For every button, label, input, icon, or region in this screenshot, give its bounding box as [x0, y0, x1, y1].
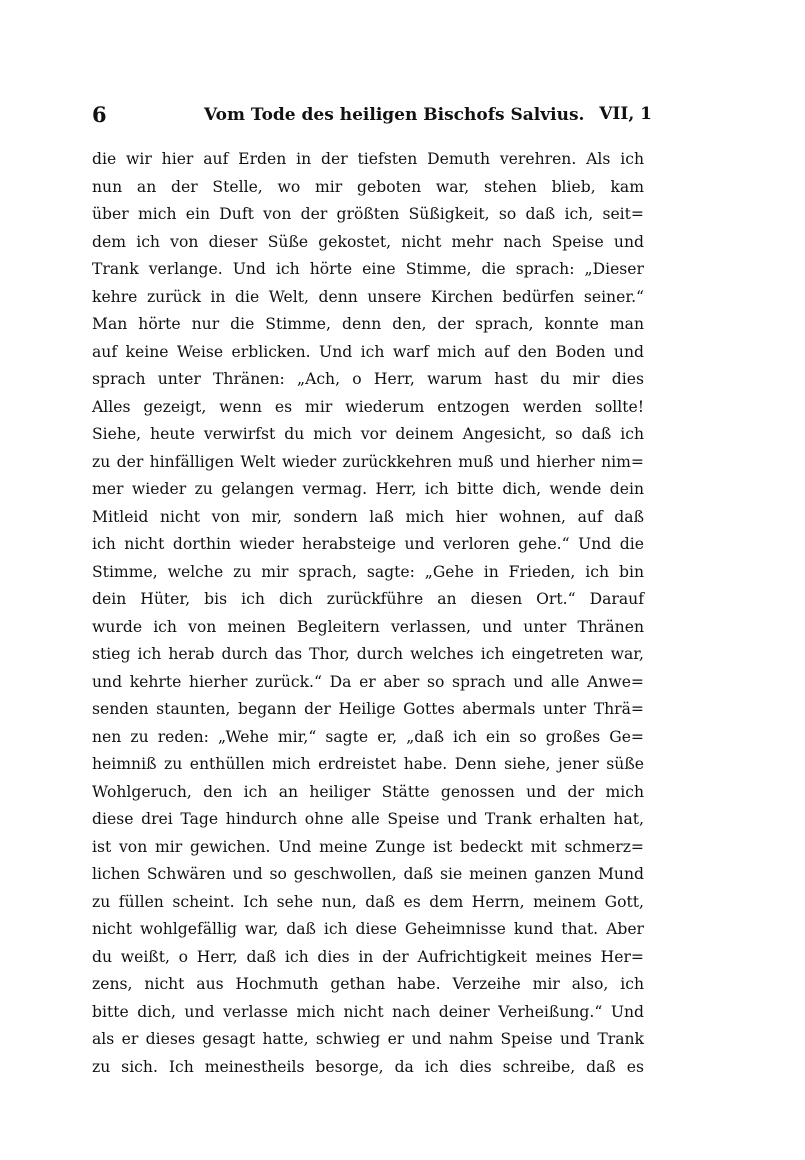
text-line: stieg ich herab durch das Thor, durch welches ich eingetreten war, [92, 645, 644, 663]
text-line: mer wieder zu gelangen vermag. Herr, ich bitte dich, wende dein [92, 480, 644, 498]
text-line: und kehrte hierher zurück.“ Da er aber so sprach und alle Anwe= [92, 672, 644, 691]
text-line: Wohlgeruch, den ich an heiliger Stätte genossen und der mich [92, 782, 644, 801]
text-line: heimniß zu enthüllen mich erdreistet habe. Denn siehe, jener süße [92, 755, 644, 773]
text-line: du weißt, o Herr, daß ich dies in der Aufrichtigkeit meines Her= [92, 947, 644, 966]
text-line: Mitleid nicht von mir, sondern laß mich hier wohnen, auf daß [92, 507, 644, 526]
text-line: auf keine Weise erblicken. Und ich warf mich auf den Boden und [92, 342, 644, 361]
text-line: zu füllen scheint. Ich sehe nun, daß es dem Herrn, meinem Gott, [92, 892, 644, 911]
text-line: diese drei Tage hindurch ohne alle Speise und Trank erhalten hat, [92, 810, 644, 828]
text-line: die wir hier auf Erden in der tiefsten Demuth verehren. Als ich [92, 150, 644, 168]
text-line: als er dieses gesagt hatte, schwieg er und nahm Speise und Trank [92, 1030, 644, 1048]
text-line: Siehe, heute verwirfst du mich vor deinem Angesicht, so daß ich [92, 425, 644, 443]
text-line: kehre zurück in die Welt, denn unsere Kirchen bedürfen seiner.“ [92, 287, 644, 306]
chapter-reference: VII, 1 [599, 104, 652, 124]
text-line: dein Hüter, bis ich dich zurückführe an diesen Ort.“ Darauf [92, 590, 644, 608]
text-line: ich nicht dorthin wieder herabsteige und verloren gehe.“ Und die [92, 535, 644, 553]
text-line: ist von mir gewichen. Und meine Zunge ist bedeckt mit schmerz= [92, 837, 644, 856]
text-line: nun an der Stelle, wo mir geboten war, stehen blieb, kam [92, 177, 644, 196]
text-line: Trank verlange. Und ich hörte eine Stimme, die sprach: „Dieser [92, 260, 644, 278]
text-line: sprach unter Thränen: „Ach, o Herr, warum hast du mir dies [92, 370, 644, 388]
body-text [92, 146, 644, 1081]
text-line: zu sich. Ich meinestheils besorge, da ich dies schreibe, daß es [92, 1057, 644, 1076]
page-header [92, 102, 652, 128]
text-line: Stimme, welche zu mir sprach, sagte: „Gehe in Frieden, ich bin [92, 562, 644, 581]
text-line: über mich ein Duft von der größten Süßigkeit, so daß ich, seit= [92, 205, 644, 223]
text-line: wurde ich von meinen Begleitern verlassen, und unter Thränen [92, 617, 644, 636]
text-line: senden staunten, begann der Heilige Gottes abermals unter Thrä= [92, 700, 644, 718]
text-line: dem ich von dieser Süße gekostet, nicht mehr nach Speise und [92, 232, 644, 251]
text-line: bitte dich, und verlasse mich nicht nach deiner Verheißung.“ Und [92, 1002, 644, 1021]
text-line: zens, nicht aus Hochmuth gethan habe. Verzeihe mir also, ich [92, 975, 644, 993]
text-line: Man hörte nur die Stimme, denn den, der sprach, konnte man [92, 315, 644, 333]
text-line: Alles gezeigt, wenn es mir wiederum entzogen werden sollte! [92, 397, 644, 416]
text-line: zu der hinfälligen Welt wieder zurückkehren muß und hierher nim= [92, 452, 644, 471]
page-number: 6 [92, 102, 107, 127]
text-line: nen zu reden: „Wehe mir,“ sagte er, „daß ich ein so großes Ge= [92, 727, 644, 746]
running-title: Vom Tode des heiligen Bischofs Salvius. [204, 105, 585, 125]
text-line: lichen Schwären und so geschwollen, daß sie meinen ganzen Mund [92, 865, 644, 883]
text-line: nicht wohlgefällig war, daß ich diese Geheimnisse kund that. Aber [92, 920, 644, 938]
